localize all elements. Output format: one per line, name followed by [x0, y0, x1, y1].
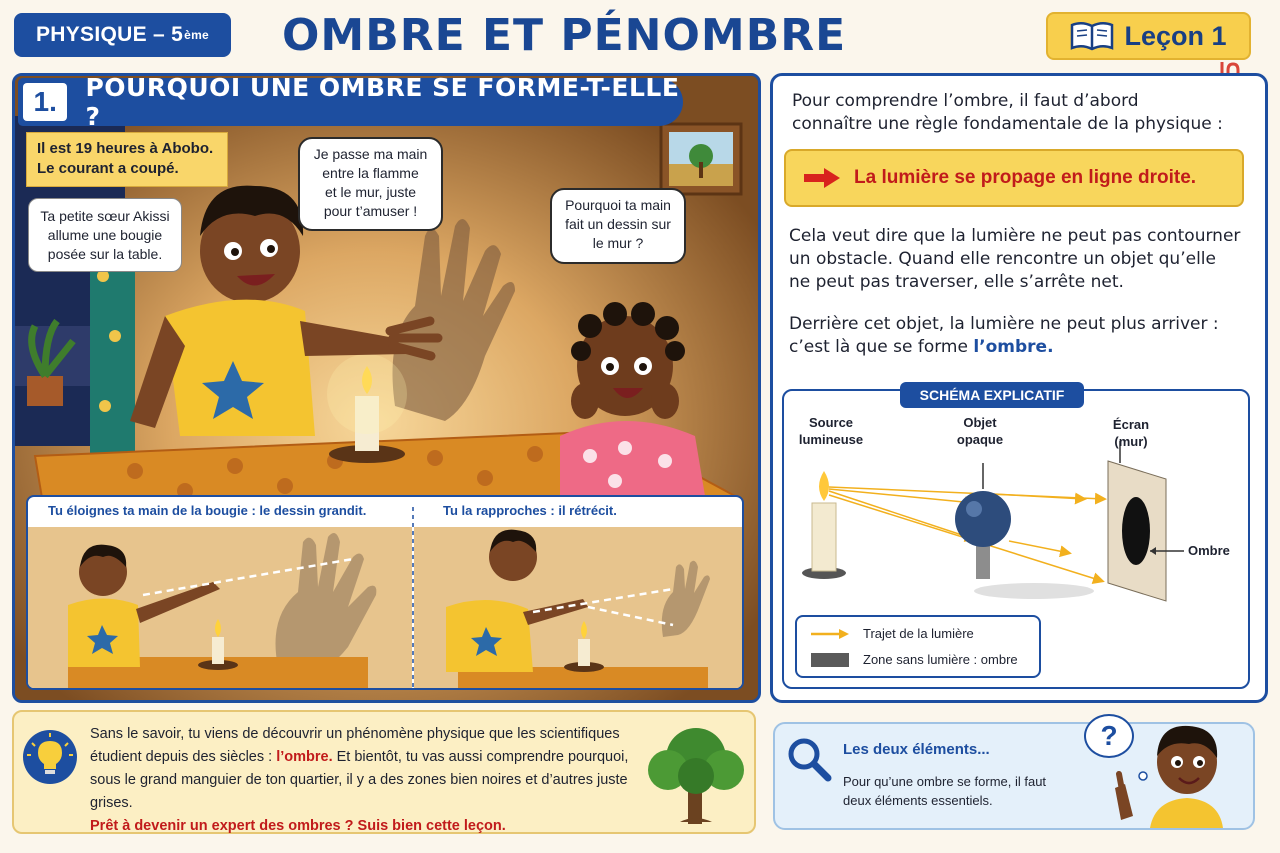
section-number: 1.: [23, 83, 67, 121]
label-opaque-object-line: Objet: [963, 415, 997, 430]
explanation-intro-line: connaître une règle fondamentale de la physique :: [792, 114, 1223, 134]
key-rule-box: [784, 149, 1244, 207]
legend-item-shadow: [811, 652, 1018, 667]
two-elements-text: [843, 772, 1046, 810]
book-icon: [1070, 21, 1114, 51]
label-light-source-line: lumineuse: [798, 432, 864, 447]
narration-box: [28, 198, 182, 272]
diagram-title: SCHÉMA EXPLICATIF: [900, 382, 1084, 408]
label-screen-line: (mur): [1114, 434, 1148, 449]
magnifier-icon: [786, 736, 832, 782]
explanation-paragraph-obstacle: [789, 225, 1249, 294]
narration-line: Ta petite sœur Akissi: [40, 208, 170, 224]
explanation-line: ne peut pas traverser, elle s’arrête net.: [789, 272, 1124, 292]
shadow-zone-swatch: [811, 653, 849, 667]
shadow-keyword: l’ombre.: [973, 337, 1054, 357]
explanation-intro: [792, 90, 1232, 136]
label-shadow: Ombre: [1188, 543, 1230, 558]
boy-speech-line: entre la flamme: [322, 165, 419, 181]
boy-speech-line: pour t’amuser !: [323, 203, 418, 219]
hand-distance-illustration: [28, 497, 744, 690]
intro-line: Sans le savoir, tu viens de découvrir un phénomène physique que les scientifiques: [90, 726, 620, 742]
diagram-legend: [795, 615, 1041, 678]
subject-badge-sup: ème: [184, 28, 210, 42]
label-light-source: [796, 414, 866, 448]
context-note-line: Le courant a coupé.: [37, 160, 179, 177]
mango-tree-icon: [640, 722, 752, 830]
lesson-intro-text: [90, 723, 650, 838]
thinking-boy-illustration: [1095, 716, 1235, 830]
intro-shadow-keyword: l’ombre.: [276, 749, 333, 765]
label-opaque-object-line: opaque: [956, 432, 1004, 447]
label-screen-line: Écran: [1112, 417, 1150, 432]
label-screen: [1106, 416, 1156, 450]
key-rule-text: La lumière se propage en ligne droite.: [854, 167, 1197, 188]
subject-badge: [14, 13, 231, 57]
arrow-right-icon: [802, 167, 842, 189]
legend-light-label: Trajet de la lumière: [863, 626, 974, 641]
girl-speech-bubble: [550, 188, 686, 264]
boy-speech-bubble: [298, 137, 443, 231]
context-note: [26, 132, 228, 187]
narration-line: posée sur la table.: [47, 246, 163, 262]
section-title: POURQUOI UNE OMBRE SE FORME-T-ELLE ?: [85, 73, 680, 131]
lesson-badge: [1046, 12, 1251, 60]
explanation-line: un obstacle. Quand elle rencontre un objet qu’elle: [789, 249, 1216, 269]
girl-speech-line: le mur ?: [592, 235, 644, 251]
section-heading: [18, 73, 683, 131]
intro-line: [90, 746, 650, 769]
intro-line-prefix: étudient depuis des siècles :: [90, 749, 277, 765]
lesson-label: Leçon 1: [1124, 20, 1227, 51]
girl-speech-line: fait un dessin sur: [565, 216, 671, 232]
explanation-line: Cela veut dire que la lumière ne peut pas contourner: [789, 226, 1241, 246]
explanation-line-prefix: c’est là que se forme: [789, 337, 974, 357]
lightbulb-icon: [22, 729, 78, 785]
intro-line: sous le grand manguier de ton quartier, il y a des zones bien noires et d’autres juste grises.: [90, 772, 628, 811]
narration-line: allume une bougie: [47, 227, 163, 243]
label-opaque-object: [950, 414, 1010, 448]
hand-distance-comparison: [26, 495, 744, 690]
intro-call-to-action: Prêt à devenir un expert des ombres ? Suis bien cette leçon.: [90, 818, 506, 834]
girl-speech-line: Pourquoi ta main: [565, 197, 671, 213]
light-ray-legend-icon: [811, 629, 849, 639]
boy-speech-line: Je passe ma main: [313, 146, 428, 162]
two-elements-line: deux éléments essentiels.: [843, 793, 993, 808]
legend-shadow-label: Zone sans lumière : ombre: [863, 652, 1018, 667]
boy-speech-line: et le mur, juste: [324, 184, 417, 200]
two-elements-line: Pour qu’une ombre se forme, il faut: [843, 774, 1047, 789]
explanation-intro-line: Pour comprendre l’ombre, il faut d’abord: [792, 91, 1139, 111]
label-light-source-line: Source: [808, 415, 854, 430]
explanation-paragraph-shadow: [789, 313, 1249, 359]
context-note-line: Il est 19 heures à Abobo.: [37, 140, 214, 157]
page-title: OMBRE ET PÉNOMBRE: [282, 10, 847, 61]
explanation-line: Derrière cet objet, la lumière ne peut plus arriver :: [789, 314, 1219, 334]
two-elements-title: Les deux éléments...: [843, 741, 990, 758]
legend-item-light: [811, 626, 974, 641]
subject-badge-text: PHYSIQUE – 5: [35, 23, 184, 46]
explanation-line: [789, 336, 1249, 359]
intro-line-suffix: Et bientôt, tu vas aussi comprendre pourquoi,: [332, 749, 629, 765]
caption-hand-far: Tu éloignes ta main de la bougie : le dessin grandit.: [48, 503, 367, 518]
question-thought-bubble: ?: [1084, 714, 1134, 758]
caption-hand-near: Tu la rapproches : il rétrécit.: [443, 503, 617, 518]
